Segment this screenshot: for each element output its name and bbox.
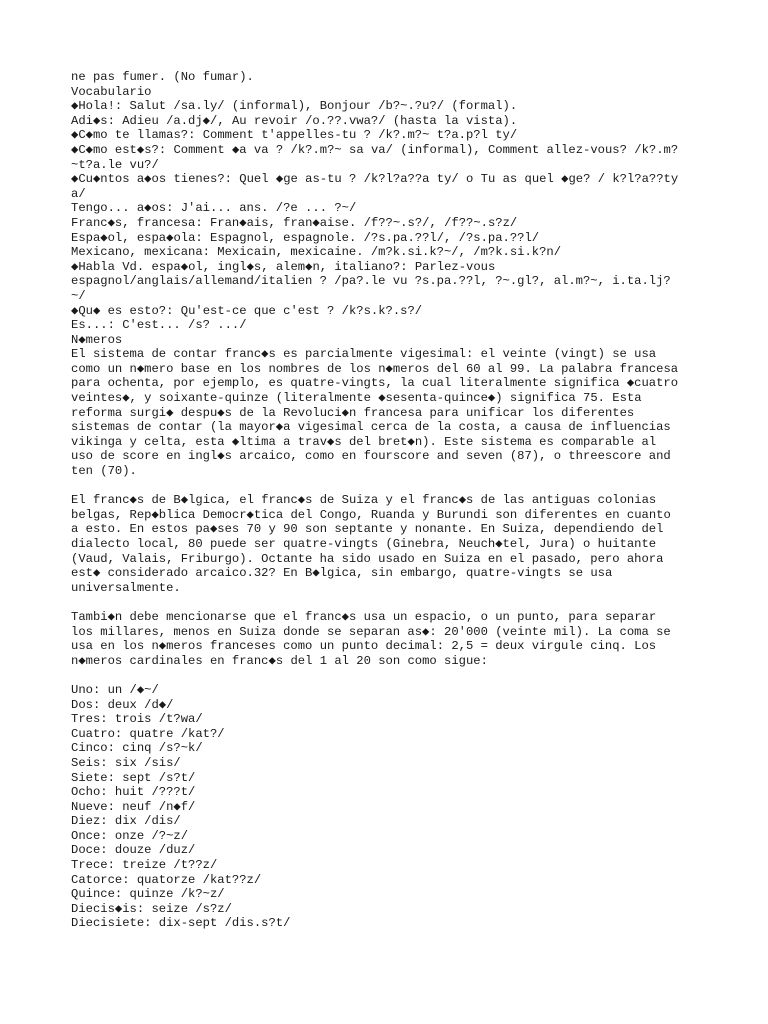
text-line: ◆C◆mo est◆s?: Comment ◆a va ? /k?.m?~ sa va/ (informal), Comment allez-vous? /k?.m? [71, 142, 679, 157]
list-item: Seis: six /sis/ [71, 755, 181, 770]
text-line: (Vaud, Valais, Friburgo). Octante ha sido usado en Suiza en el pasado, pero ahora [71, 551, 664, 566]
paragraph-belgica-suiza [71, 493, 711, 595]
list-item: Cuatro: quatre /kat?/ [71, 726, 225, 741]
text-line: uso de score en ingl◆s arcaico, como en fourscore and seven (87), o threescore and [71, 449, 671, 464]
list-item: Diez: dix /dis/ [71, 814, 181, 829]
text-line: ~t?a.le vu?/ [71, 157, 159, 172]
text-line: est◆ considerado arcaico.32? En B◆lgica, sin embargo, quatre-vingts se usa [71, 566, 613, 581]
paragraph-spacer [71, 668, 711, 683]
text-line: ◆Habla Vd. espa◆ol, ingl◆s, alem◆n, italiano?: Parlez-vous [71, 259, 496, 274]
list-item: Tres: trois /t?wa/ [71, 712, 203, 727]
text-line: vikinga y celta, esta ◆ltima a trav◆s del bret◆n). Este sistema es comparable al [71, 434, 657, 449]
section-heading-vocabulario: Vocabulario [71, 84, 152, 99]
list-item: Trece: treize /t??z/ [71, 858, 218, 873]
text-line: para ochenta, por ejemplo, es quatre-vingts, la cual literalmente significa ◆cuatro [71, 376, 679, 391]
paragraph-millares [71, 610, 711, 668]
list-item: Siete: sept /s?t/ [71, 770, 196, 785]
text-line: Adi◆s: Adieu /a.dj◆/, Au revoir /o.??.vwa?/ (hasta la vista). [71, 113, 518, 128]
text-line: dialecto local, 80 puede ser quatre-vingts (Ginebra, Neuch◆tel, Jura) o huitante [71, 537, 657, 551]
text-line: ◆Qu◆ es esto?: Qu'est-ce que c'est ? /k?s.k?.s?/ [71, 303, 423, 318]
text-line: usa en los n◆meros franceses como un punto decimal: 2,5 = deux virgule cinq. Los [71, 639, 657, 654]
text-line: Es...: C'est... /s? .../ [71, 318, 247, 333]
section-heading-numeros: N◆meros [71, 332, 123, 347]
list-item: Uno: un /◆~/ [71, 682, 159, 697]
text-line: El sistema de contar franc◆s es parcialmente vigesimal: el veinte (vingt) se usa [71, 347, 657, 362]
list-item: Ocho: huit /???t/ [71, 785, 196, 800]
text-line: como un n◆mero base en los nombres de los n◆meros del 60 al 99. La palabra francesa [71, 361, 679, 376]
text-line: n◆meros cardinales en franc◆s del 1 al 20 son como sigue: [71, 653, 488, 668]
list-item: Nueve: neuf /n◆f/ [71, 799, 196, 814]
paragraph-spacer [71, 595, 711, 610]
text-line: universalmente. [71, 580, 181, 595]
text-line: Tengo... a◆os: J'ai... ans. /?e ... ?~/ [71, 201, 357, 216]
text-line: sistemas de contar (la mayor◆a vigesimal cerca de la costa, a causa de influencias [71, 420, 671, 435]
text-line: reforma surgi◆ despu◆s de la Revoluci◆n francesa para unificar los diferentes [71, 405, 635, 420]
list-item: Diecis◆is: seize /s?z/ [71, 901, 232, 916]
text-line: veintes◆, y soixante-quinze (literalmente ◆sesenta-quince◆) significa 75. Esta [71, 391, 642, 406]
list-item: Once: onze /?~z/ [71, 828, 189, 843]
text-line: belgas, Rep◆blica Democr◆tica del Congo, Ruanda y Burundi son diferentes en cuanto [71, 507, 671, 522]
text-line: ◆Hola!: Salut /sa.ly/ (informal), Bonjour /b?~.?u?/ (formal). [71, 99, 518, 114]
text-line: Mexicano, mexicana: Mexicain, mexicaine. /m?k.si.k?~/, /m?k.si.k?n/ [71, 245, 562, 260]
intro-block [71, 70, 711, 479]
text-line: Tambi◆n debe mencionarse que el franc◆s usa un espacio, o un punto, para separar [71, 609, 657, 624]
text-line: Espa◆ol, espa◆ola: Espagnol, espagnole. /?s.pa.??l/, /?s.pa.??l/ [71, 230, 540, 245]
list-item: Catorce: quatorze /kat??z/ [71, 872, 262, 887]
text-line: ~/ [71, 288, 86, 303]
text-line: los millares, menos en Suiza donde se separan as◆: 20'000 (veinte mil). La coma se [71, 624, 671, 639]
text-line: a esto. En estos pa◆ses 70 y 90 son septante y nonante. En Suiza, dependiendo del [71, 522, 664, 537]
text-line: Franc◆s, francesa: Fran◆ais, fran◆aise. /f??~.s?/, /f??~.s?z/ [71, 215, 518, 230]
text-line: ◆Cu◆ntos a◆os tienes?: Quel ◆ge as-tu ? /k?l?a??a ty/ o Tu as quel ◆ge? / k?l?a??ty [71, 172, 679, 187]
text-line: ne pas fumer. (No fumar). [71, 70, 254, 84]
numbers-list [71, 683, 711, 931]
paragraph-spacer [71, 479, 711, 494]
text-line: ten (70). [71, 464, 137, 479]
list-item: Cinco: cinq /s?~k/ [71, 741, 203, 756]
list-item: Doce: douze /duz/ [71, 843, 196, 858]
document-page [71, 70, 711, 931]
text-line: El franc◆s de B◆lgica, el franc◆s de Suiza y el franc◆s de las antiguas colonias [71, 493, 657, 508]
text-line: a/ [71, 186, 86, 201]
list-item: Diecisiete: dix-sept /dis.s?t/ [71, 916, 291, 931]
list-item: Dos: deux /d◆/ [71, 697, 174, 712]
text-line: ◆C◆mo te llamas?: Comment t'appelles-tu ? /k?.m?~ t?a.p?l ty/ [71, 128, 518, 143]
list-item: Quince: quinze /k?~z/ [71, 887, 225, 902]
text-line: espagnol/anglais/allemand/italien ? /pa?.le vu ?s.pa.??l, ?~.gl?, al.m?~, i.ta.lj? [71, 274, 671, 289]
